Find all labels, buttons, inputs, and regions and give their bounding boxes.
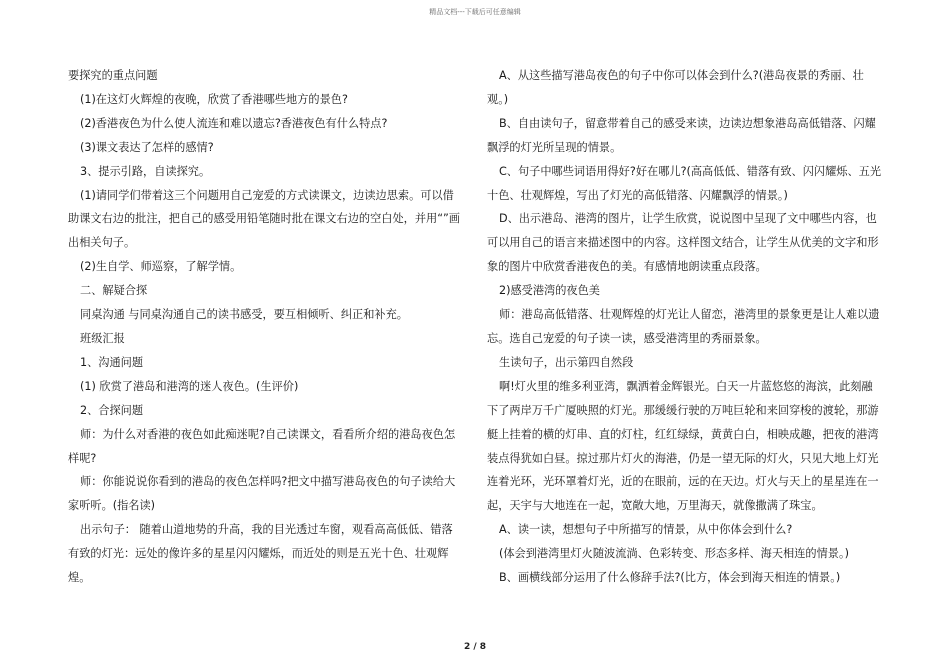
paragraph: A、从这些描写港岛夜色的句子中你可以体会到什么?(港岛夜景的秀丽、壮观。)	[487, 69, 864, 106]
header-note: 精品文档---下载后可任意编辑	[429, 8, 521, 16]
paragraph: B、画横线部分运用了什么修辞手法?(比方，体会到海天相连的情景。)	[499, 571, 841, 585]
paragraph: 要探究的重点问题	[68, 69, 158, 82]
paragraph: (3)课文表达了怎样的感情?	[80, 140, 214, 154]
paragraph: 生读句子，出示第四自然段	[499, 355, 634, 369]
paragraph: 2)感受港湾的夜色美	[499, 284, 600, 298]
paragraph: 师：你能说说你看到的港岛的夜色怎样吗?把文中描写港岛夜色的句子读给大家听听。(指名读)	[68, 475, 456, 513]
paragraph: 师：港岛高低错落、壮观辉煌的灯光让人留恋，港湾里的景象更是让人难以遗忘。选自己宠爱的句子读一读，感受港湾里的秀丽景象。	[487, 308, 880, 345]
paragraph: 啊!灯火里的维多利亚湾，飘洒着金辉银光。白天一片蓝悠悠的海滨，此刻融下了两岸万千广厦映照的灯光。那缓缓行驶的万吨巨轮和来回穿梭的渡轮，那游艇上挂着的横的灯串、直的灯柱，红红绿绿，黄黄白白，相映成趣，把夜的港湾装点得犹如白昼。掠过那片灯火的海港，仍是一望无际的灯火，只见大地上灯光连着光环，光环罩着灯光，近的在眼前，远的在天边。灯火与天上的星星连在一起，天宇与大地连在一起，宽敞大地，万里海天，就像撒满了珠宝。	[487, 379, 879, 513]
paragraph: 1、沟通问题	[80, 355, 144, 369]
paragraph: 出示句子： 随着山道地势的升高，我的目光透过车窗，观看高高低低、错落有致的灯光：远处的像许多的星星闪闪耀烁，而近处的则是五光十色、壮观辉煌。	[68, 523, 453, 585]
paragraph: (1)请同学们带着这三个问题用自己宠爱的方式读课文，边读边思索。可以借助课文右边的批注，把自己的感受用铅笔随时批在课文右边的空白处，并用“”画出相关句子。	[68, 188, 460, 250]
paragraph: B、自由读句子，留意带着自己的感受来读，边读边想象港岛高低错落、闪耀飘浮的灯光所呈现的情景。	[487, 116, 876, 154]
paragraph: A、读一读，想想句子中所描写的情景，从中你体会到什么?	[499, 523, 793, 537]
paragraph: D、出示港岛、港湾的图片，让学生欣赏，说说图中呈现了文中哪些内容，也可以用自己的语言来描述图中的内容。这样图文结合，让学生从优美的文字和形象的图片中欣赏香港夜色的美。有感情地朗读重点段落。	[487, 212, 879, 274]
paragraph: (2)生自学、师巡察，了解学情。	[80, 260, 242, 274]
paragraph: (1) 欣赏了港岛和港湾的迷人夜色。(生评价)	[80, 379, 299, 393]
paragraph: 同桌沟通 与同桌沟通自己的读书感受，要互相倾听、纠正和补充。	[80, 308, 408, 322]
paragraph: 班级汇报	[80, 331, 125, 345]
paragraph: (2)香港夜色为什么使人流连和难以遗忘?香港夜色有什么特点?	[80, 116, 388, 130]
paragraph: (体会到港湾里灯火随波流淌、色彩转变、形态多样、海天相连的情景。)	[499, 547, 849, 561]
paragraph: C、句子中哪些词语用得好?好在哪儿?(高高低低、错落有致、闪闪耀烁、五光十色、壮观辉煌，写出了灯光的高低错落、闪耀飘浮的情景。)	[487, 164, 882, 202]
section-heading: 二、解疑合探	[80, 284, 148, 298]
right-column	[487, 64, 882, 590]
paragraph: 3、提示引路，自读探究。	[80, 164, 211, 178]
paragraph: 2、合探问题	[80, 403, 144, 417]
paragraph: (1)在这灯火辉煌的夜晚，欣赏了香港哪些地方的景色?	[80, 92, 348, 106]
paragraph: 师：为什么对香港的夜色如此痴迷呢?自己读课文，看看所介绍的港岛夜色怎样呢?	[68, 427, 456, 465]
page-number: 2 / 8	[463, 642, 487, 652]
left-column	[68, 64, 463, 590]
